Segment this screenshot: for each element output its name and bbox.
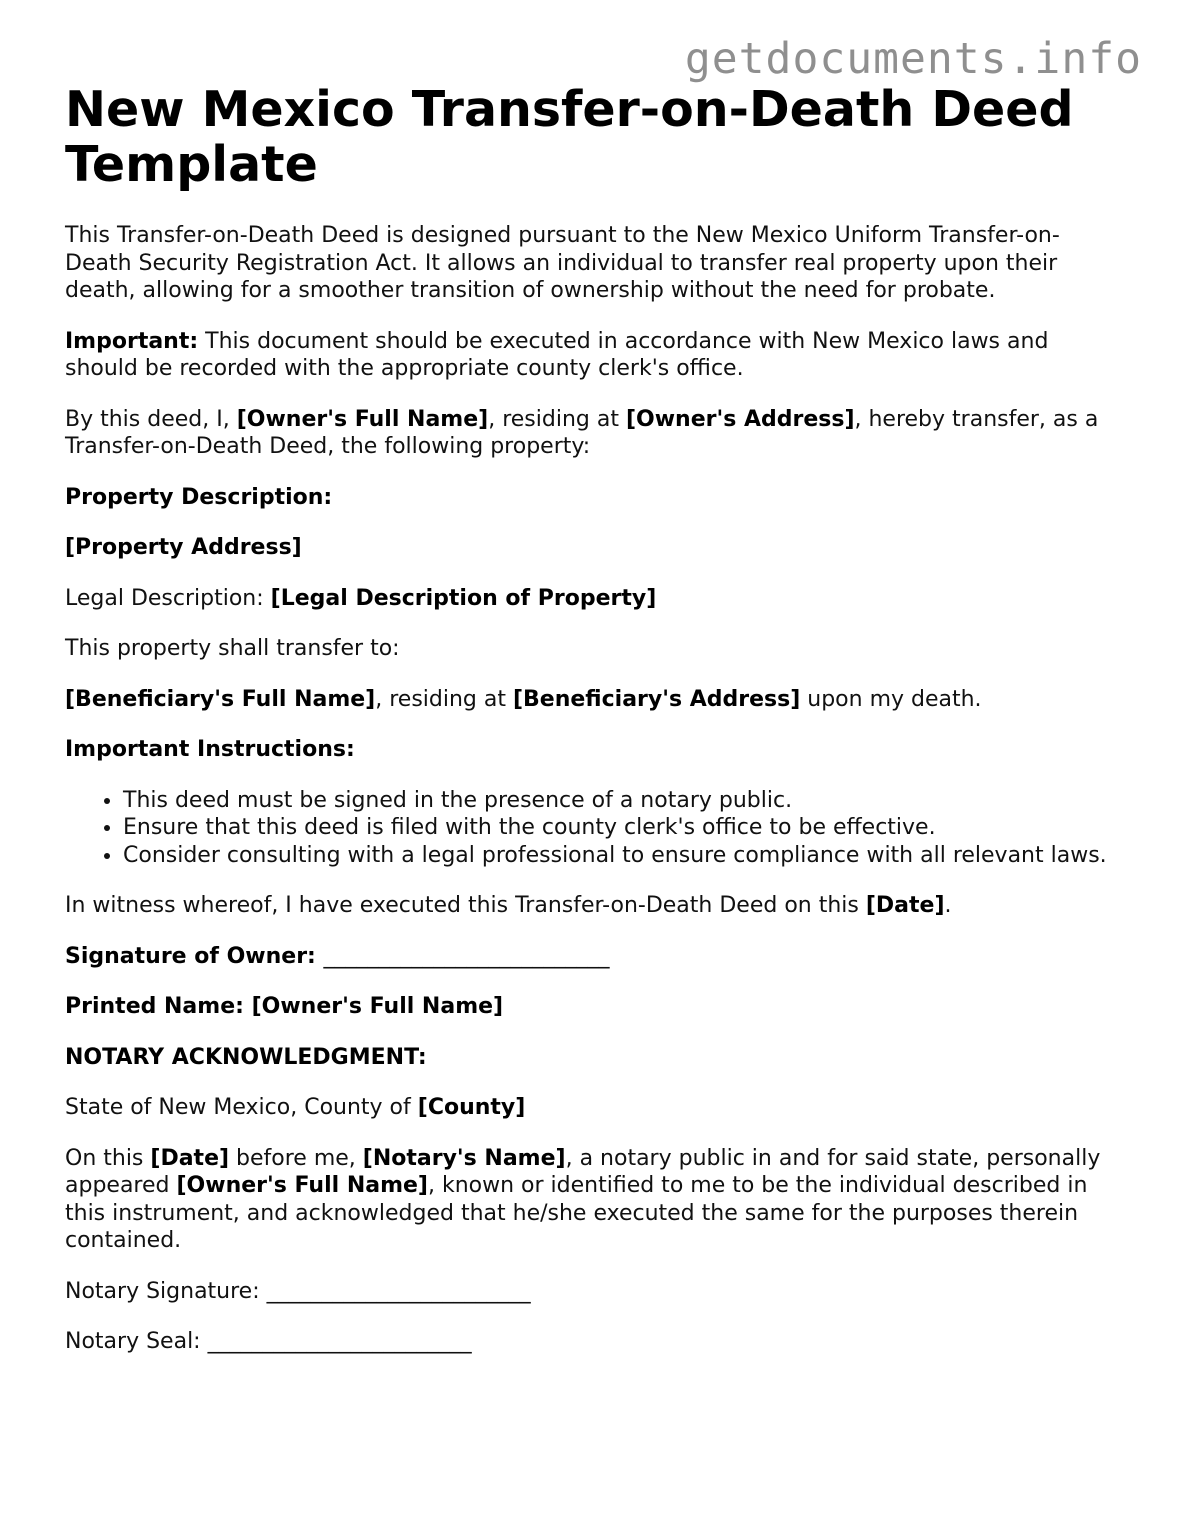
conveyance-paragraph xyxy=(65,406,1125,461)
printed-name-placeholder: [Owner's Full Name] xyxy=(251,994,504,1019)
notary-name-placeholder: [Notary's Name] xyxy=(362,1145,566,1171)
ack-text-4: , known or identified to me to be the individual described in this instrument, and acknowledged that he/she executed the same for the purposes therein contained. xyxy=(65,1173,1088,1253)
conveyance-text-2: , residing at xyxy=(488,406,626,432)
ack-owner-name-placeholder: [Owner's Full Name] xyxy=(176,1173,428,1198)
list-item: • Consider consulting with a legal professional to ensure compliance with all relevant laws. xyxy=(123,842,1125,870)
witness-text-2: . xyxy=(944,893,952,918)
owner-name-placeholder: [Owner's Full Name] xyxy=(236,406,489,432)
printed-name-label: Printed Name: xyxy=(65,994,252,1019)
notary-heading xyxy=(65,1044,1125,1072)
notary-heading-text: NOTARY ACKNOWLEDGMENT: xyxy=(65,1044,427,1070)
instructions-heading xyxy=(65,736,1125,764)
transfer-to-text: This property shall transfer to: xyxy=(65,636,400,661)
important-notice xyxy=(65,328,1125,383)
important-label: Important: xyxy=(65,328,199,354)
property-heading xyxy=(65,484,1125,512)
notary-state-county xyxy=(65,1094,1125,1122)
witness-date-placeholder: [Date] xyxy=(865,893,945,918)
owner-signature-label: Signature of Owner: xyxy=(65,943,324,969)
legal-description xyxy=(65,585,1125,613)
notary-state-text: State of New Mexico, County of xyxy=(65,1095,418,1120)
ack-date-placeholder: [Date] xyxy=(150,1145,230,1171)
intro-paragraph: This Transfer-on-Death Deed is designed pursuant to the New Mexico Uniform Transfer-on-Death Security Registration Act. It allows an individual to transfer real property upon their death, allowing for a smoother transition of ownership without the need for probate. xyxy=(65,223,1060,303)
ack-text-3: , a notary public in and for said state, personally appeared xyxy=(65,1145,1101,1198)
owner-address-placeholder: [Owner's Address] xyxy=(625,406,855,432)
list-item: • Ensure that this deed is filed with the county clerk's office to be effective. xyxy=(123,814,1125,842)
ack-text-2: before me, xyxy=(229,1145,363,1171)
legal-description-label: Legal Description: xyxy=(65,585,271,611)
beneficiary-text-1: , residing at xyxy=(375,686,513,712)
notary-signature-label: Notary Signature: xyxy=(65,1278,267,1304)
legal-description-placeholder: [Legal Description of Property] xyxy=(270,585,657,611)
document-title: New Mexico Transfer-on-Death Deed Template xyxy=(65,81,1074,193)
witness-text-1: In witness whereof, I have executed this Transfer-on-Death Deed on this xyxy=(65,893,866,918)
watermark: getdocuments.info xyxy=(684,34,1142,84)
notary-seal-blank: ________________________ xyxy=(207,1329,472,1354)
county-placeholder: [County] xyxy=(417,1095,526,1120)
instructions-list xyxy=(65,787,1125,870)
owner-signature-line xyxy=(65,943,1125,971)
document-body xyxy=(65,82,1125,1379)
property-address xyxy=(65,534,1125,562)
property-address-placeholder: [Property Address] xyxy=(65,535,302,560)
beneficiary-address-placeholder: [Beneficiary's Address] xyxy=(512,686,801,712)
important-text: This document should be executed in accordance with New Mexico laws and should be recorded with the appropriate county clerk's office. xyxy=(65,328,1049,381)
witness-paragraph xyxy=(65,892,1125,920)
notary-signature-blank: ________________________ xyxy=(266,1278,531,1304)
conveyance-text-1: By this deed, I, xyxy=(65,406,237,432)
notary-seal-line xyxy=(65,1328,1125,1356)
notary-acknowledgment-paragraph xyxy=(65,1145,1125,1255)
property-heading-text: Property Description: xyxy=(65,484,333,510)
notary-seal-label: Notary Seal: xyxy=(65,1329,208,1354)
beneficiary-paragraph xyxy=(65,686,1125,714)
beneficiary-name-placeholder: [Beneficiary's Full Name] xyxy=(65,686,376,712)
instructions-heading-text: Important Instructions: xyxy=(65,737,355,762)
list-item: • This deed must be signed in the presence of a notary public. xyxy=(123,787,1125,815)
printed-name xyxy=(65,993,1125,1021)
notary-signature-line xyxy=(65,1278,1125,1306)
ack-text-1: On this xyxy=(65,1145,151,1171)
owner-signature-blank: __________________________ xyxy=(323,943,610,969)
conveyance-text-3: , hereby transfer, as a Transfer-on-Death Deed, the following property: xyxy=(65,406,1099,459)
beneficiary-text-2: upon my death. xyxy=(800,686,982,712)
